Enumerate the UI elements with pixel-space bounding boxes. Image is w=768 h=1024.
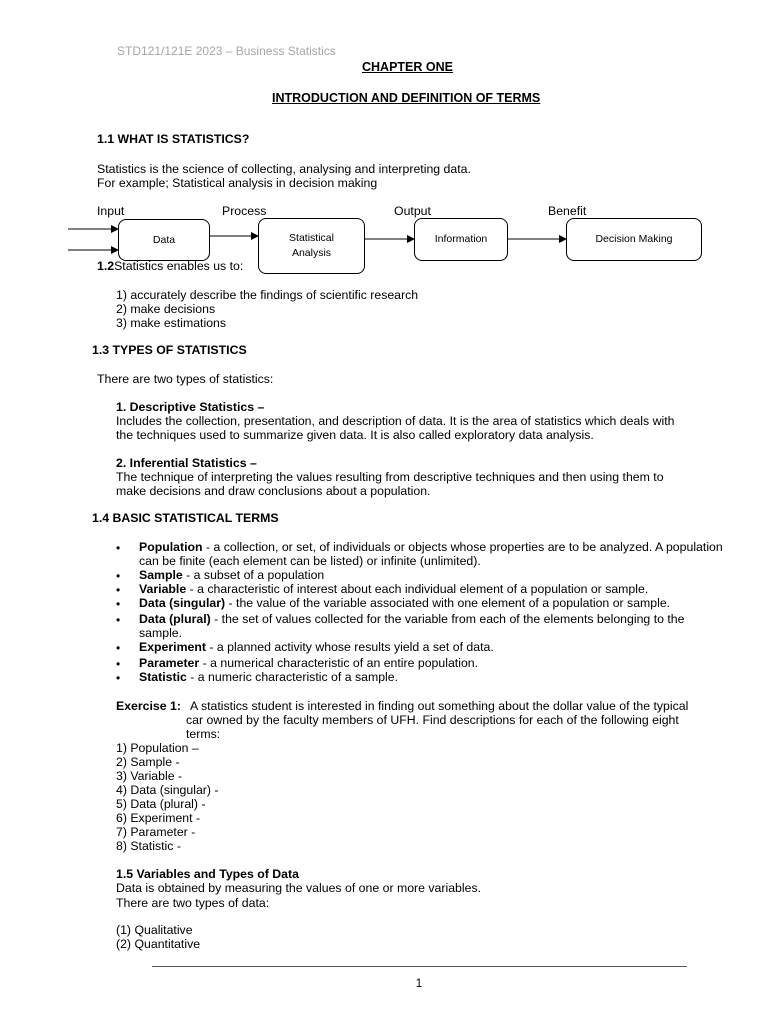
term-label: Data (singular) <box>139 596 226 610</box>
term-definition: - the set of values collected for the variable from each of the elements belonging to the sample. <box>139 612 685 640</box>
term-data-plural <box>139 612 729 640</box>
term-label: Statistic <box>139 670 187 684</box>
page-number: 1 <box>415 978 423 990</box>
descriptive-statistics-title: 1. Descriptive Statistics – <box>116 400 265 414</box>
term-definition: - a characteristic of interest about each individual element of a population or sample. <box>186 582 649 596</box>
term-label: Data (plural) <box>139 612 211 626</box>
data-type-quantitative: (2) Quantitative <box>116 937 201 951</box>
term-definition: - a collection, or set, of individuals or objects whose properties are to be analyzed. A population can be finite (each element can be listed) or infinite (unlimited). <box>139 540 723 568</box>
flow-label-process: Process <box>222 204 267 218</box>
term-experiment <box>139 640 739 654</box>
running-header: STD121/121E 2023 – Business Statistics <box>117 44 336 58</box>
section-heading-1-1: 1.1 WHAT IS STATISTICS? <box>97 132 250 146</box>
footer-rule <box>152 966 687 967</box>
bullet: • <box>116 671 121 685</box>
bullet: • <box>116 541 121 555</box>
s12-item-1: 1) accurately describe the findings of scientific research <box>116 288 419 302</box>
term-population <box>139 540 739 568</box>
bullet: • <box>116 583 121 597</box>
term-label: Experiment <box>139 640 206 654</box>
inferential-statistics-line-1: The technique of interpreting the values resulting from descriptive techniques and then using them to <box>116 470 664 484</box>
exercise-item-5: 5) Data (plural) - <box>116 797 206 811</box>
chapter-subtitle: INTRODUCTION AND DEFINITION OF TERMS <box>272 91 541 105</box>
flow-box-decision-making: Decision Making <box>566 218 702 261</box>
exercise-item-8: 8) Statistic - <box>116 839 181 853</box>
s12-item-3: 3) make estimations <box>116 316 227 330</box>
term-definition: - a subset of a population <box>182 568 325 582</box>
bullet: • <box>116 641 121 655</box>
bullet: • <box>116 657 121 671</box>
exercise-item-3: 3) Variable - <box>116 769 183 783</box>
bullet: • <box>116 569 121 583</box>
exercise-line-3: terms: <box>186 727 221 741</box>
term-statistic <box>139 670 739 684</box>
chapter-title: CHAPTER ONE <box>362 60 453 74</box>
flow-label-output: Output <box>394 204 431 218</box>
s15-line-2: There are two types of data: <box>116 896 270 910</box>
descriptive-statistics-line-2: the techniques used to summarize given data. It is also called exploratory data analysis. <box>116 428 594 442</box>
exercise-item-2: 2) Sample - <box>116 755 180 769</box>
term-data-singular <box>139 596 739 610</box>
s15-line-1: Data is obtained by measuring the values of one or more variables. <box>116 881 482 895</box>
exercise-line-2: car owned by the faculty members of UFH. Find descriptions for each of the following eight <box>186 713 679 727</box>
exercise-item-7: 7) Parameter - <box>116 825 196 839</box>
term-parameter <box>139 656 739 670</box>
flow-box-statistical-analysis: Statistical Analysis <box>258 218 365 274</box>
term-definition: - the value of the variable associated with one element of a population or sample. <box>225 596 671 610</box>
s12-text: Statistics enables us to: <box>114 259 244 273</box>
s12-number: 1.2 <box>97 259 115 273</box>
term-definition: - a planned activity whose results yield a set of data. <box>205 640 494 654</box>
bullet: • <box>116 597 121 611</box>
term-label: Parameter <box>139 656 200 670</box>
term-label: Population <box>139 540 203 554</box>
flow-label-benefit: Benefit <box>548 204 587 218</box>
exercise-line-1: A statistics student is interested in finding out something about the dollar value of the typical <box>190 699 689 713</box>
flow-box-information: Information <box>414 218 508 261</box>
flow-box-data: Data <box>118 219 210 261</box>
exercise-label: Exercise 1: <box>116 699 181 713</box>
s11-line-2: For example; Statistical analysis in decision making <box>97 176 378 190</box>
term-label: Sample <box>139 568 183 582</box>
inferential-statistics-title: 2. Inferential Statistics – <box>116 456 257 470</box>
section-heading-1-4: 1.4 BASIC STATISTICAL TERMS <box>92 511 279 525</box>
s13-intro: There are two types of statistics: <box>97 372 274 386</box>
term-definition: - a numeric characteristic of a sample. <box>186 670 399 684</box>
exercise-item-4: 4) Data (singular) - <box>116 783 219 797</box>
flow-label-input: Input <box>97 204 125 218</box>
section-heading-1-5: 1.5 Variables and Types of Data <box>116 867 299 881</box>
exercise-item-6: 6) Experiment - <box>116 811 201 825</box>
data-type-qualitative: (1) Qualitative <box>116 923 193 937</box>
descriptive-statistics-line-1: Includes the collection, presentation, and description of data. It is the area of statistics which deals with <box>116 414 675 428</box>
s11-line-1: Statistics is the science of collecting, analysing and interpreting data. <box>97 162 471 176</box>
bullet: • <box>116 613 121 627</box>
section-heading-1-3: 1.3 TYPES OF STATISTICS <box>92 343 247 357</box>
term-definition: - a numerical characteristic of an entire population. <box>199 656 479 670</box>
inferential-statistics-line-2: make decisions and draw conclusions about a population. <box>116 484 431 498</box>
s12-line <box>97 259 243 273</box>
term-sample <box>139 568 739 582</box>
exercise-item-1: 1) Population – <box>116 741 199 755</box>
term-variable <box>139 582 739 596</box>
term-label: Variable <box>139 582 187 596</box>
s12-item-2: 2) make decisions <box>116 302 216 316</box>
